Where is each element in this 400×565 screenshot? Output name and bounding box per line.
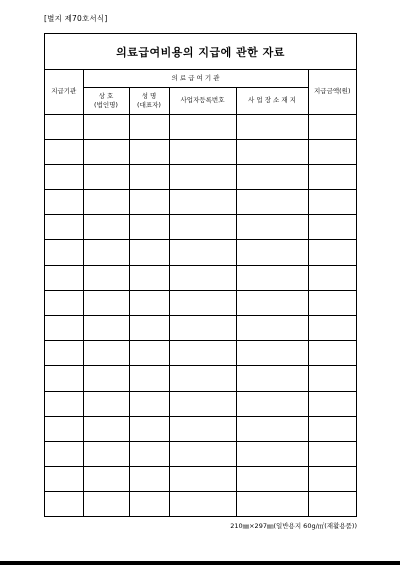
pay-agency-cell[interactable] [45, 391, 83, 416]
table-row [45, 240, 356, 265]
business-address-cell[interactable] [236, 139, 308, 164]
business-reg-no-cell[interactable] [169, 366, 236, 391]
business-address-cell[interactable] [236, 190, 308, 215]
pay-amount-cell[interactable] [308, 391, 356, 416]
form-number-label: [별지 제70호서식] [44, 14, 108, 23]
business-address-cell[interactable] [236, 366, 308, 391]
company-name-cell[interactable] [83, 190, 129, 215]
business-reg-no-cell[interactable] [169, 139, 236, 164]
person-name-cell[interactable] [129, 391, 169, 416]
person-name-cell[interactable] [129, 114, 169, 139]
header-pay-amount: 지급금액(원) [308, 70, 356, 114]
company-name-cell[interactable] [83, 391, 129, 416]
business-address-cell[interactable] [236, 467, 308, 492]
pay-agency-cell[interactable] [45, 366, 83, 391]
table-row [45, 139, 356, 164]
person-name-cell[interactable] [129, 215, 169, 240]
paper-spec-note: 210㎜×297㎜(일반용지 60g/㎡(재활용품)) [230, 522, 357, 530]
business-reg-no-cell[interactable] [169, 265, 236, 290]
pay-agency-cell[interactable] [45, 139, 83, 164]
table-row [45, 416, 356, 441]
business-reg-no-cell[interactable] [169, 316, 236, 341]
business-reg-no-cell[interactable] [169, 391, 236, 416]
pay-agency-cell[interactable] [45, 215, 83, 240]
company-name-cell[interactable] [83, 240, 129, 265]
business-address-cell[interactable] [236, 441, 308, 466]
business-reg-no-cell[interactable] [169, 240, 236, 265]
company-name-cell[interactable] [83, 416, 129, 441]
pay-amount-cell[interactable] [308, 441, 356, 466]
business-address-cell[interactable] [236, 240, 308, 265]
person-name-cell[interactable] [129, 416, 169, 441]
table-row [45, 391, 356, 416]
company-name-cell[interactable] [83, 366, 129, 391]
pay-agency-cell[interactable] [45, 492, 83, 517]
person-name-cell[interactable] [129, 139, 169, 164]
pay-agency-cell[interactable] [45, 316, 83, 341]
business-reg-no-cell[interactable] [169, 341, 236, 366]
pay-amount-cell[interactable] [308, 341, 356, 366]
business-reg-no-cell[interactable] [169, 492, 236, 517]
pay-amount-cell[interactable] [308, 240, 356, 265]
pay-amount-cell[interactable] [308, 114, 356, 139]
pay-agency-cell[interactable] [45, 290, 83, 315]
pay-amount-cell[interactable] [308, 290, 356, 315]
business-reg-no-cell[interactable] [169, 215, 236, 240]
header-company-name-label: 상 호 [98, 91, 114, 100]
person-name-cell[interactable] [129, 164, 169, 189]
pay-amount-cell[interactable] [308, 467, 356, 492]
pay-agency-cell[interactable] [45, 467, 83, 492]
pay-amount-cell[interactable] [308, 366, 356, 391]
table-row [45, 441, 356, 466]
business-address-cell[interactable] [236, 391, 308, 416]
business-reg-no-cell[interactable] [169, 290, 236, 315]
company-name-cell[interactable] [83, 164, 129, 189]
header-business-address: 사 업 장 소 재 지 [236, 87, 308, 114]
pay-agency-cell[interactable] [45, 190, 83, 215]
pay-agency-cell[interactable] [45, 164, 83, 189]
company-name-cell[interactable] [83, 316, 129, 341]
business-reg-no-cell[interactable] [169, 190, 236, 215]
pay-agency-cell[interactable] [45, 416, 83, 441]
person-name-cell[interactable] [129, 190, 169, 215]
company-name-cell[interactable] [83, 139, 129, 164]
pay-amount-cell[interactable] [308, 139, 356, 164]
pay-amount-cell[interactable] [308, 190, 356, 215]
pay-amount-cell[interactable] [308, 164, 356, 189]
form-frame [44, 33, 357, 517]
business-address-cell[interactable] [236, 416, 308, 441]
pay-agency-cell[interactable] [45, 441, 83, 466]
person-name-cell[interactable] [129, 366, 169, 391]
pay-agency-cell[interactable] [45, 265, 83, 290]
person-name-cell[interactable] [129, 316, 169, 341]
table-row [45, 316, 356, 341]
header-person-name-sub: (대표자) [137, 100, 161, 109]
form-title: 의료급여비용의 지급에 관한 자료 [45, 34, 356, 70]
company-name-cell[interactable] [83, 441, 129, 466]
table-row [45, 492, 356, 517]
pay-amount-cell[interactable] [308, 265, 356, 290]
company-name-cell[interactable] [83, 341, 129, 366]
company-name-cell[interactable] [83, 467, 129, 492]
business-reg-no-cell[interactable] [169, 164, 236, 189]
header-business-reg-no: 사업자등록번호 [169, 87, 236, 114]
bottom-bar [0, 561, 400, 565]
pay-agency-cell[interactable] [45, 114, 83, 139]
person-name-cell[interactable] [129, 240, 169, 265]
person-name-cell[interactable] [129, 467, 169, 492]
person-name-cell[interactable] [129, 265, 169, 290]
person-name-cell[interactable] [129, 492, 169, 517]
pay-agency-cell[interactable] [45, 240, 83, 265]
table-row [45, 265, 356, 290]
pay-amount-cell[interactable] [308, 492, 356, 517]
business-reg-no-cell[interactable] [169, 441, 236, 466]
business-reg-no-cell[interactable] [169, 114, 236, 139]
business-address-cell[interactable] [236, 215, 308, 240]
header-company-name [83, 87, 129, 114]
business-address-cell[interactable] [236, 316, 308, 341]
business-address-cell[interactable] [236, 492, 308, 517]
company-name-cell[interactable] [83, 492, 129, 517]
header-person-name-label: 성 명 [141, 91, 157, 100]
company-name-cell[interactable] [83, 215, 129, 240]
table-row [45, 114, 356, 139]
table-row [45, 341, 356, 366]
company-name-cell[interactable] [83, 114, 129, 139]
table-body [45, 114, 356, 517]
payment-table [45, 70, 356, 517]
table-row [45, 190, 356, 215]
business-address-cell[interactable] [236, 341, 308, 366]
table-row [45, 215, 356, 240]
business-address-cell[interactable] [236, 164, 308, 189]
table-row [45, 366, 356, 391]
business-address-cell[interactable] [236, 114, 308, 139]
business-reg-no-cell[interactable] [169, 416, 236, 441]
business-address-cell[interactable] [236, 290, 308, 315]
pay-amount-cell[interactable] [308, 416, 356, 441]
header-institution-group: 의 료 급 여 기 관 [83, 70, 308, 87]
header-person-name [129, 87, 169, 114]
company-name-cell[interactable] [83, 265, 129, 290]
business-address-cell[interactable] [236, 265, 308, 290]
company-name-cell[interactable] [83, 290, 129, 315]
table-row [45, 290, 356, 315]
table-row [45, 164, 356, 189]
person-name-cell[interactable] [129, 290, 169, 315]
header-company-name-sub: (법인명) [94, 100, 118, 109]
header-pay-agency: 지급기관 [45, 70, 83, 114]
person-name-cell[interactable] [129, 341, 169, 366]
pay-agency-cell[interactable] [45, 341, 83, 366]
pay-amount-cell[interactable] [308, 215, 356, 240]
business-reg-no-cell[interactable] [169, 467, 236, 492]
pay-amount-cell[interactable] [308, 316, 356, 341]
person-name-cell[interactable] [129, 441, 169, 466]
table-row [45, 467, 356, 492]
